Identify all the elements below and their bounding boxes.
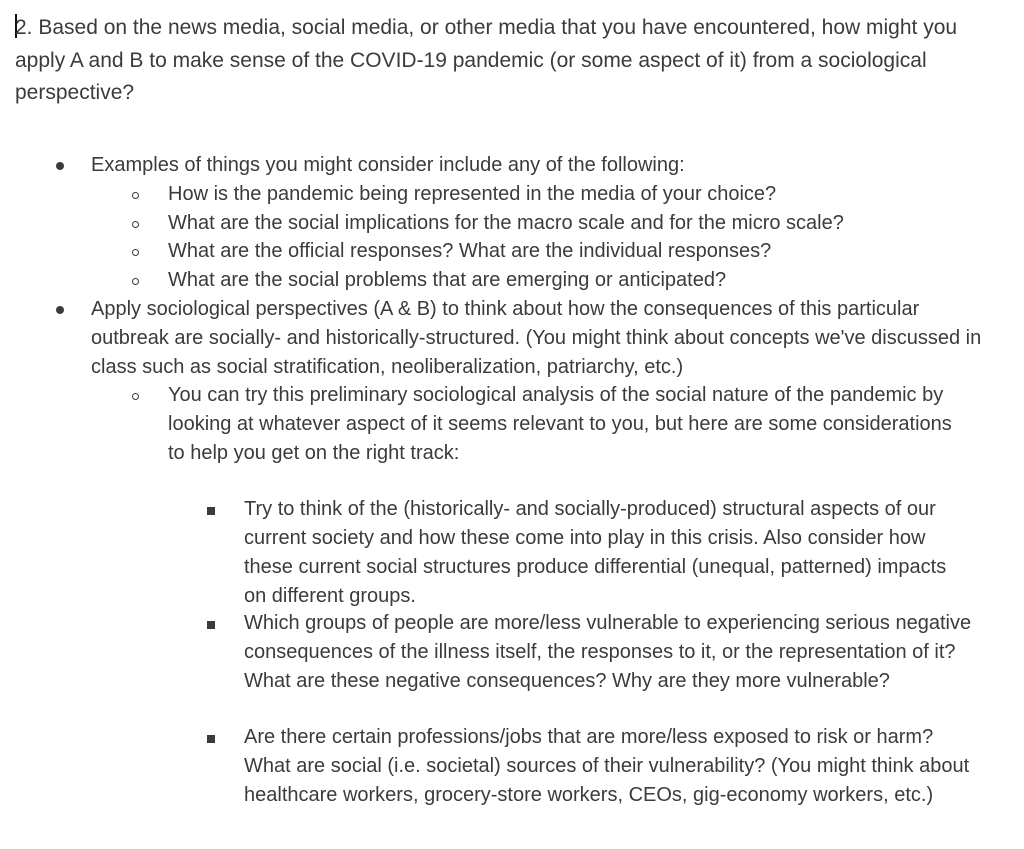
bullet-square-icon [207,735,215,743]
list-item-level2 [0,381,1000,468]
list-item-text: Try to think of the (historically- and socially-produced) structural aspects of our current society and how these come into play in this crisis. Also consider how these current social structures produce differential (unequal, patterned) impacts on different groups. [244,498,947,607]
bullet-disc-icon [56,162,64,170]
list-item-level3 [0,609,1000,725]
question-paragraph[interactable] [15,12,975,110]
bullet-circle-icon [132,249,139,256]
list-item-level2 [0,266,1000,295]
question-text: 2. Based on the news media, social media, or other media that you have encountered, how might you apply A and B to make sense of the COVID-19 pandemic (or some aspect of it) from a sociological perspective? [15,16,958,104]
list-item-text: Examples of things you might consider include any of the following: [91,154,685,176]
list-item-level1 [0,295,1000,382]
list-item-level1 [0,151,1000,180]
list-item-level3 [0,723,1000,839]
bullet-disc-icon [56,306,64,314]
bullet-circle-icon [132,221,139,228]
bullet-circle-icon [132,278,139,285]
list-item-text: What are the social problems that are emerging or anticipated? [168,269,727,291]
list-item-text: Are there certain professions/jobs that are more/less exposed to risk or harm? What are social (i.e. societal) sources of their vulnerability? (You might think about healthcare workers, grocery-store workers, CEOs, gig-economy workers, etc.) [244,726,970,806]
list-item-text: What are the official responses? What are the individual responses? [168,240,772,262]
list-item-text: Apply sociological perspectives (A & B) to think about how the consequences of this particular outbreak are socially- and historically-structured. (You might think about concepts we've discussed in class such as social stratification, neoliberalization, patriarchy, etc.) [91,298,982,378]
list-item-text: Which groups of people are more/less vulnerable to experiencing serious negative consequences of the illness itself, the responses to it, or the representation of it? What are these negative consequences? Why are they more vulnerable? [244,612,972,692]
bullet-circle-icon [132,192,139,199]
bullet-circle-icon [132,393,139,400]
list-item-level2 [0,209,1000,238]
bullet-square-icon [207,621,215,629]
list-item-text: How is the pandemic being represented in the media of your choice? [168,183,777,205]
list-item-level2 [0,237,1000,266]
list-item-text: You can try this preliminary sociological analysis of the social nature of the pandemic by looking at whatever aspect of it seems relevant to you, but here are some considerations to help you get on the right track: [168,384,952,464]
bullet-square-icon [207,507,215,515]
list-item-text: What are the social implications for the macro scale and for the micro scale? [168,212,844,234]
list-item-level2 [0,180,1000,209]
list-item-level3 [0,495,1000,611]
